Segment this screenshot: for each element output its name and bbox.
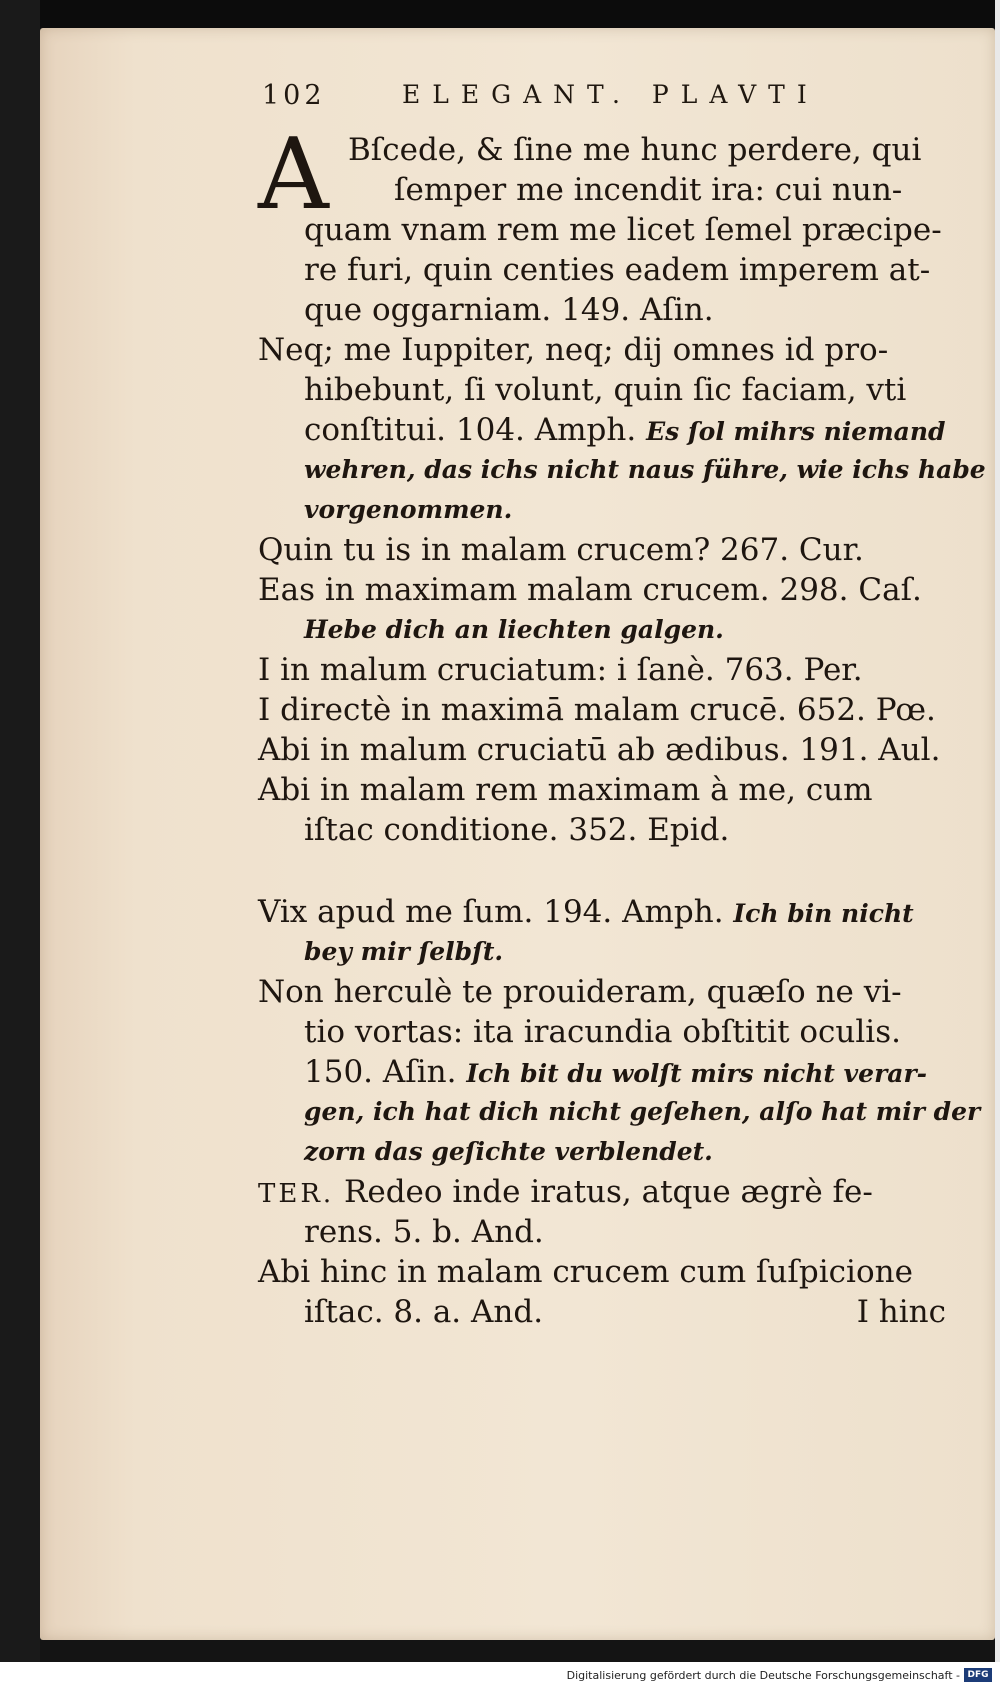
text-line: que oggarniam. 149. Aſin. bbox=[304, 292, 714, 328]
digitization-footer bbox=[0, 1662, 1000, 1691]
german-gloss-line: vorgenommen. bbox=[304, 495, 513, 524]
entry-i-in-malum bbox=[258, 650, 958, 690]
latin-text: 150. Aſin. bbox=[304, 1054, 457, 1090]
entry-non-hercule bbox=[258, 972, 981, 1172]
drop-cap-initial: A bbox=[258, 118, 329, 232]
page-body bbox=[258, 118, 986, 1332]
entry-quin bbox=[258, 530, 958, 570]
latin-text: Redeo inde iratus, atque ægrè fe- bbox=[344, 1174, 873, 1210]
scan-right-border bbox=[995, 0, 1000, 1691]
entry-vix bbox=[258, 892, 958, 972]
entry-i-directe bbox=[258, 690, 958, 730]
section-gap bbox=[258, 850, 958, 892]
text-line: ſemper me incendit ira: cui nun- bbox=[394, 172, 903, 208]
text-line: hibebunt, ſi volunt, quin ſic faciam, vti bbox=[304, 372, 907, 408]
german-gloss-line: Hebe dich an liechten galgen. bbox=[304, 615, 724, 644]
latin-text: Vix apud me ſum. 194. Amph. bbox=[258, 894, 724, 930]
scan-top-border bbox=[0, 0, 1000, 28]
text-line: quam vnam rem me licet ſemel præcipe- bbox=[304, 212, 942, 248]
german-gloss: Ich bit du wolſt mirs nicht verar- bbox=[466, 1059, 928, 1088]
page-number: 102 bbox=[262, 80, 326, 111]
text-line: I directè in maximā malam crucē. 652. Pœ. bbox=[258, 692, 936, 728]
latin-text: conſtitui. 104. Amph. bbox=[304, 412, 637, 448]
german-gloss-line: zorn das geſichte verblendet. bbox=[304, 1137, 713, 1166]
text-line: Neq; me Iuppiter, neq; dij omnes id pro- bbox=[258, 332, 889, 368]
speaker-label: TER. bbox=[258, 1179, 335, 1209]
german-gloss-line: bey mir ſelbſt. bbox=[304, 937, 504, 966]
scan-left-border bbox=[0, 0, 40, 1691]
text-line: Abi hinc in malam crucem cum ſuſpicione bbox=[258, 1254, 913, 1290]
catchword: I hinc bbox=[856, 1294, 946, 1330]
text-line: Eas in maximam malam crucem. 298. Caſ. bbox=[258, 572, 922, 608]
text-line bbox=[258, 892, 958, 932]
entry-abi-cruciatu bbox=[258, 730, 958, 770]
text-line bbox=[258, 1172, 958, 1212]
running-title: ELEGANT. PLAVTI bbox=[402, 80, 819, 109]
german-gloss: Ich bin nicht bbox=[733, 899, 914, 928]
text-line: re furi, quin centies eadem imperem at- bbox=[304, 252, 931, 288]
funding-credit: Digitalisierung gefördert durch die Deutsche Forschungsgemeinschaft - bbox=[566, 1669, 960, 1682]
running-header bbox=[262, 80, 902, 126]
text-line: Quin tu is in malam crucem? 267. Cur. bbox=[258, 532, 864, 568]
german-gloss-line: gen, ich hat dich nicht geſehen, alſo hat mir der bbox=[304, 1097, 981, 1126]
text-line: I in malum cruciatum: i ſanè. 763. Per. bbox=[258, 652, 863, 688]
text-line: Abi in malam rem maximam à me, cum bbox=[258, 772, 873, 808]
text-line: rens. 5. b. And. bbox=[304, 1214, 544, 1250]
entry-neque bbox=[258, 330, 986, 530]
entry-ter bbox=[258, 1172, 958, 1252]
text-line bbox=[258, 1292, 958, 1332]
dfg-logo-icon: DFG bbox=[964, 1668, 992, 1682]
entry-absc bbox=[258, 118, 958, 330]
german-gloss-line: wehren, das ichs nicht naus führe, wie ichs habe bbox=[304, 455, 986, 484]
text-line: Bſcede, & ſine me hunc perdere, qui bbox=[348, 132, 922, 168]
text-line bbox=[258, 410, 958, 450]
german-gloss: Es ſol mihrs niemand bbox=[646, 417, 946, 446]
latin-text: iſtac. 8. a. And. bbox=[304, 1294, 544, 1330]
entry-eas bbox=[258, 570, 958, 650]
text-line bbox=[258, 1052, 958, 1092]
entry-abi-malam-rem bbox=[258, 770, 958, 850]
text-line: tio vortas: ita iracundia obſtitit oculis. bbox=[304, 1014, 901, 1050]
entry-abi-hinc bbox=[258, 1252, 958, 1332]
text-line: Abi in malum cruciatū ab ædibus. 191. Aul. bbox=[258, 732, 941, 768]
text-line: iſtac conditione. 352. Epid. bbox=[304, 812, 730, 848]
text-line: Non herculè te prouideram, quæſo ne vi- bbox=[258, 974, 902, 1010]
